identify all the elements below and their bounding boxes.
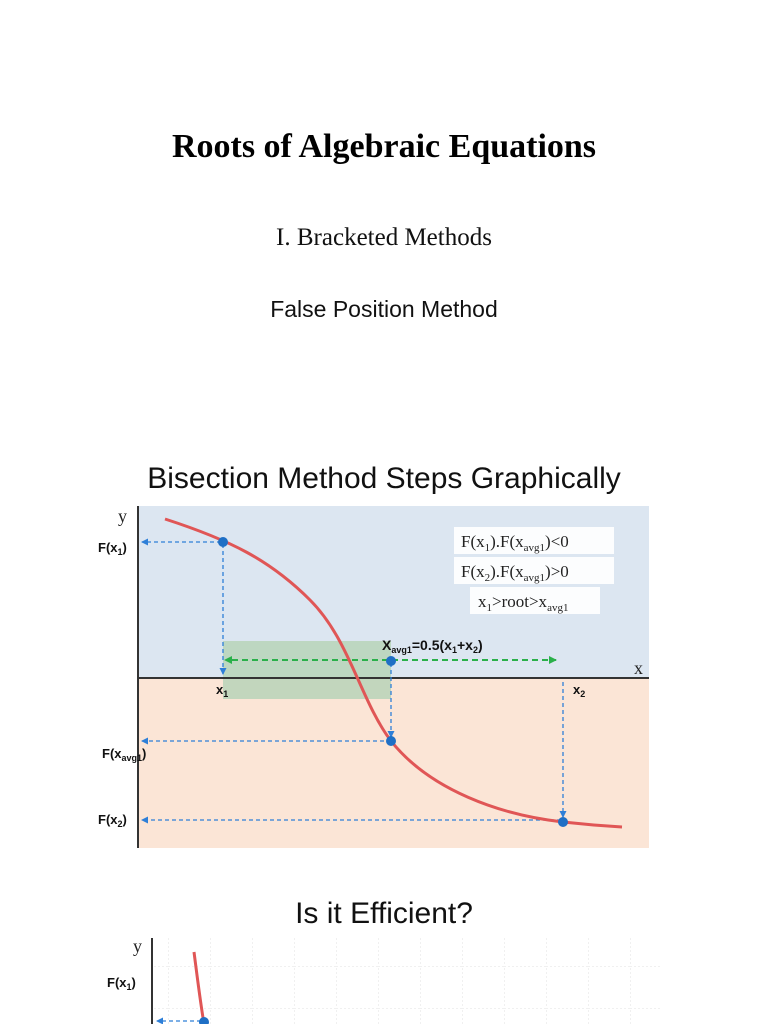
bracket-region	[223, 641, 391, 699]
condition-3: $x_1>root>x_{avg1}$	[478, 592, 569, 614]
condition-2: $F(x_2).F(x_{avg1})>0$	[461, 562, 569, 584]
slide2-title: Is it Efficient?	[295, 897, 473, 930]
section-heading: I. Bracketed Methods	[276, 224, 492, 251]
y-axis-label-2: y	[133, 936, 142, 956]
condition-1: $F(x_1).F(x_{avg1})<0$	[461, 532, 569, 554]
subsection-heading: False Position Method	[270, 296, 498, 322]
x2-label: $x_2$	[573, 682, 586, 699]
fxavg-label: $F(x_{avg1})$	[102, 746, 147, 763]
efficiency-grid	[152, 938, 662, 1024]
fx1-label: $F(x_1)$	[98, 540, 127, 557]
x-axis-label: x	[634, 658, 643, 678]
point-xavg-axis	[386, 656, 396, 666]
slide1-title: Bisection Method Steps Graphically	[147, 462, 621, 495]
y-axis-label: y	[118, 506, 127, 526]
point-x2	[558, 817, 568, 827]
xavg-label: $X_{avg1}=0.5(x_1+x_2)$	[382, 637, 483, 655]
point-xavg	[386, 736, 396, 746]
fx2-label: $F(x_2)$	[98, 812, 127, 829]
point-x1	[218, 537, 228, 547]
bisection-plot	[98, 506, 649, 848]
efficiency-plot	[107, 936, 662, 1024]
x1-label: $x_1$	[216, 682, 229, 699]
document-title: Roots of Algebraic Equations	[171, 128, 597, 165]
fx1-label-2: $F(x_1)$	[107, 975, 136, 992]
